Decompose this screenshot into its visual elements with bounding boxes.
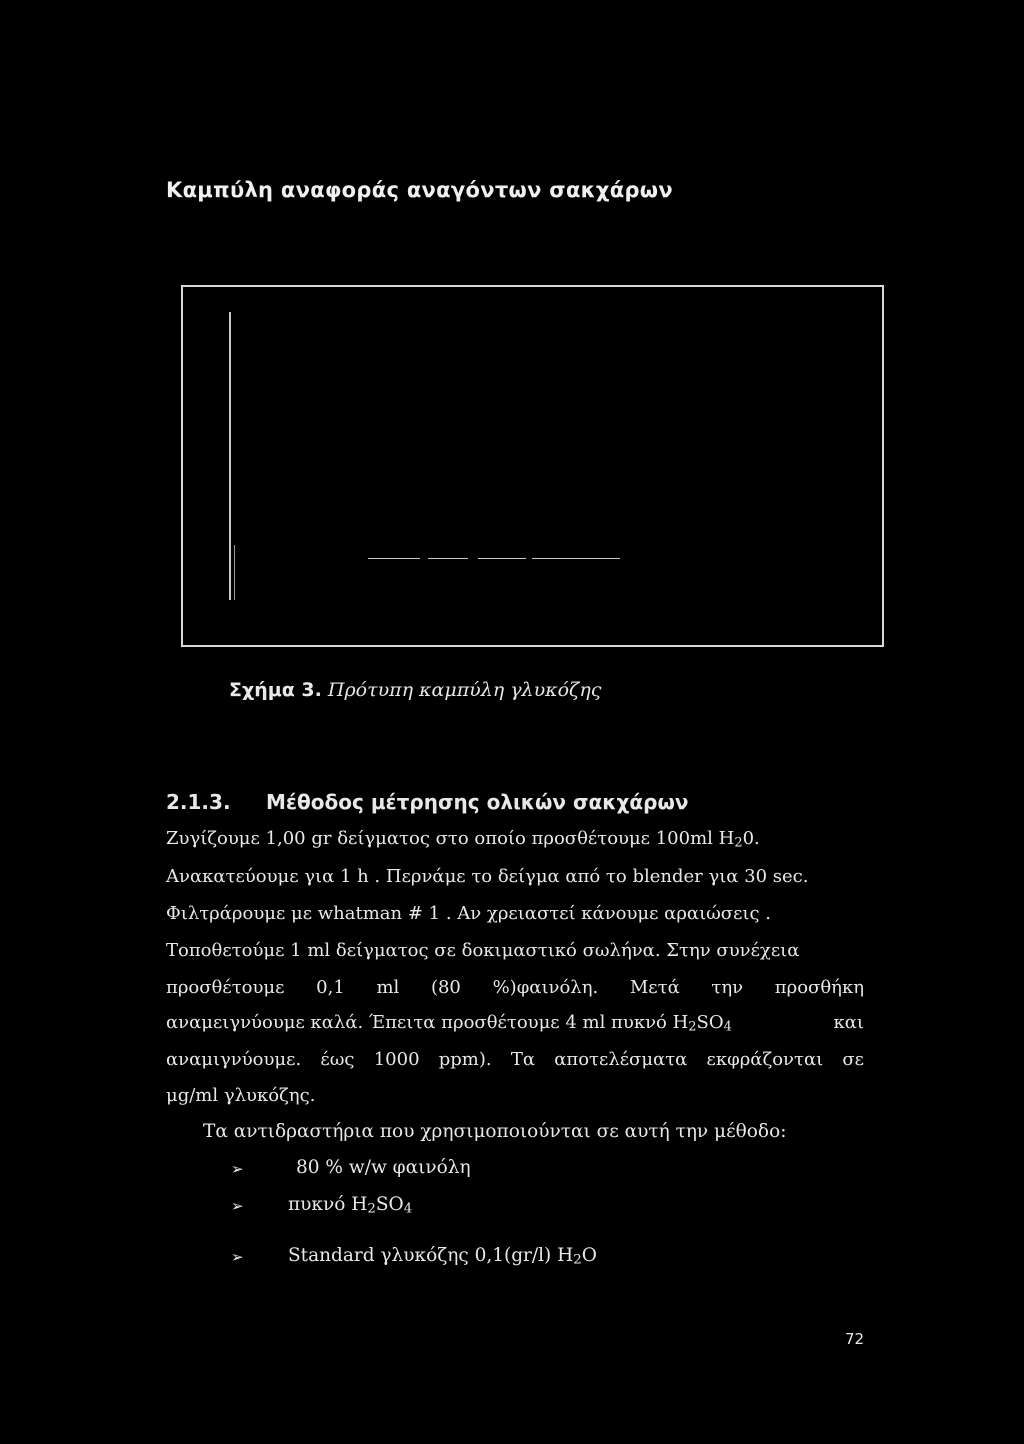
figure-dash-segment	[428, 558, 468, 559]
word: αναμιγνύουμε.	[166, 1049, 302, 1070]
figure-dash-segment	[368, 558, 420, 559]
word: και	[833, 1012, 864, 1033]
reagents-intro: Τα αντιδραστήρια που χρησιμοποιούνται σε αυτή την μέθοδο:	[203, 1121, 787, 1142]
reagent-item: 80 % w/w φαινόλη	[296, 1157, 471, 1178]
text-segment: SO	[375, 1194, 404, 1215]
word: εκφράζονται	[706, 1049, 824, 1070]
word: ppm).	[438, 1049, 492, 1070]
paragraph-line: Τοποθετούμε 1 ml δείγματος σε δοκιμαστικό σωλήνα. Στην συνέχεια	[166, 940, 800, 961]
text-segment: πυκνό H	[288, 1194, 368, 1215]
paragraph-line: μg/ml γλυκόζης.	[166, 1085, 316, 1106]
page-heading: Καμπύλη αναφοράς αναγόντων σακχάρων	[166, 178, 673, 202]
paragraph-line-justified	[166, 1049, 864, 1070]
word: %)φαινόλη.	[492, 977, 599, 998]
word: έως	[320, 1049, 355, 1070]
bullet-arrow-icon: ➢	[231, 1160, 244, 1178]
bullet-arrow-icon: ➢	[231, 1248, 244, 1266]
bullet-arrow-icon: ➢	[231, 1197, 244, 1215]
text-segment: O	[581, 1245, 597, 1266]
text-segment: Standard γλυκόζης 0,1(gr/l) H	[288, 1245, 574, 1266]
word: Μετά	[629, 977, 680, 998]
paragraph-line-text	[166, 1012, 732, 1035]
paragraph-line-text: Ζυγίζουμε 1,00 gr δείγματος στο οποίο προσθέτουμε 100ml H	[166, 828, 735, 849]
paragraph-line-justified	[166, 977, 864, 998]
word: Τα	[510, 1049, 535, 1070]
figure-y-axis	[229, 312, 231, 600]
section-heading	[166, 790, 688, 814]
word: την	[711, 977, 744, 998]
subscript: 2	[688, 1019, 697, 1035]
word: (80	[430, 977, 461, 998]
section-title: Μέθοδος μέτρησης ολικών σακχάρων	[266, 790, 689, 814]
word: αποτελέσματα	[554, 1049, 688, 1070]
subscript: 2	[573, 1252, 582, 1268]
figure-dash-segment	[532, 558, 620, 559]
reagent-item	[288, 1245, 597, 1268]
subscript: 2	[367, 1201, 376, 1217]
paragraph-line-text: 0.	[742, 828, 760, 849]
text-segment: SO	[696, 1012, 724, 1033]
word: 1000	[373, 1049, 420, 1070]
subscript: 4	[723, 1019, 732, 1035]
figure-axis-tick	[234, 545, 235, 600]
reagent-item	[288, 1194, 412, 1217]
page-number: 72	[845, 1330, 865, 1348]
text-segment: αναμειγνύουμε καλά. Έπειτα προσθέτουμε 4 ml πυκνό H	[166, 1012, 689, 1033]
paragraph-line-justified	[166, 1012, 864, 1035]
figure-dash-segment	[478, 558, 526, 559]
subscript: 4	[403, 1201, 413, 1217]
caption-text: Πρότυπη καμπύλη γλυκόζης	[327, 679, 602, 701]
word: 0,1	[316, 977, 345, 998]
subscript: 2	[734, 835, 743, 851]
section-number: 2.1.3.	[166, 790, 231, 814]
paragraph-line: Φιλτράρουμε με whatman # 1 . Αν χρειαστεί κάνουμε αραιώσεις .	[166, 903, 772, 924]
word: σε	[842, 1049, 864, 1070]
word: ml	[376, 977, 400, 998]
paragraph-line: Ανακατεύουμε για 1 h . Περνάμε το δείγμα από το blender για 30 sec.	[166, 866, 809, 887]
figure-frame	[181, 285, 884, 647]
figure-caption	[229, 679, 601, 701]
word: προσθέτουμε	[166, 977, 285, 998]
word: προσθήκη	[774, 977, 864, 998]
caption-label: Σχήμα 3.	[229, 679, 322, 701]
paragraph-line	[166, 828, 760, 851]
